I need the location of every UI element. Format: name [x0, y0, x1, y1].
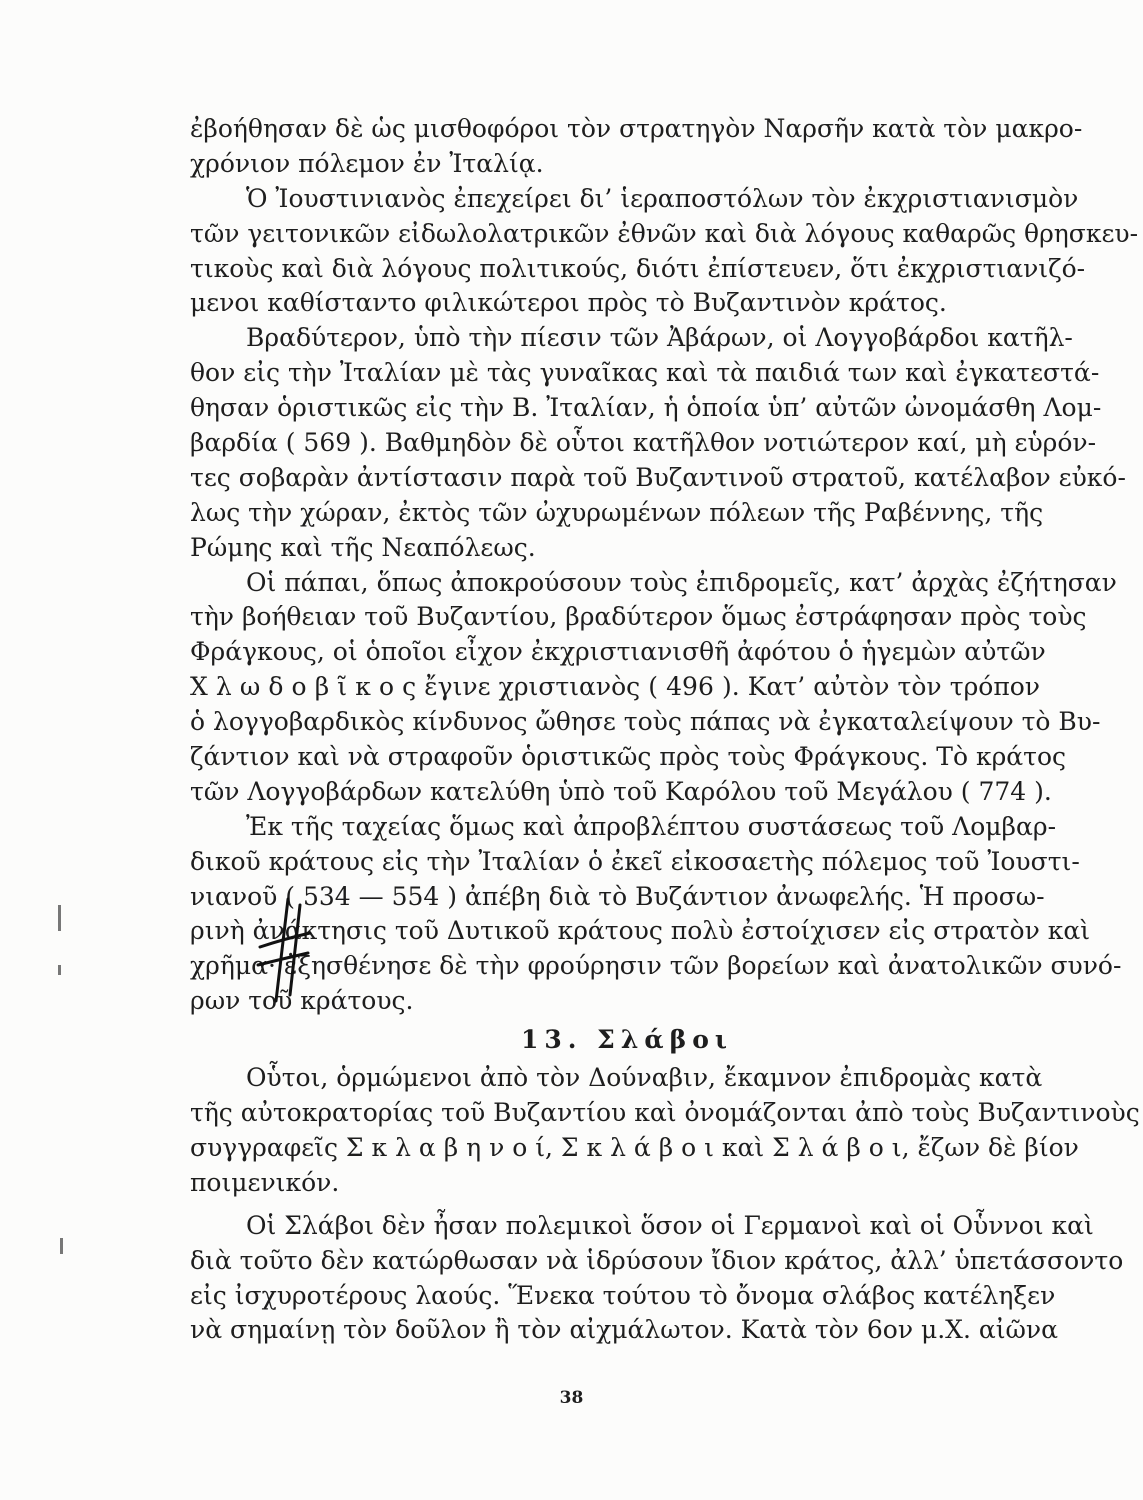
- text-line: ὁ λογγοβαρδικὸς κίνδυνος ὤθησε τοὺς πάπας νὰ ἐγκαταλείψουν τὸ Βυ-: [190, 707, 1101, 737]
- text-line: ρων τοῦ κράτους.: [190, 986, 414, 1016]
- text-line: βαρδία ( 569 ). Βαθμηδὸν δὲ οὗτοι κατῆλθον νοτιώτερον καί, μὴ εὑρόν-: [190, 428, 1097, 458]
- text-line: ἐβοήθησαν δὲ ὡς μισθοφόροι τὸν στρατηγὸν Ναρσῆν κατὰ τὸν μακρο-: [190, 114, 1083, 143]
- text-line: συγγραφεῖς Σ κ λ α β η ν ο ί, Σ κ λ ά β ο ι καὶ Σ λ ά β ο ι, ἔζων δὲ βίον: [190, 1132, 1079, 1162]
- text-line: τες σοβαρὰν ἀντίστασιν παρὰ τοῦ Βυζαντινοῦ στρατοῦ, κατέλαβον εὐκό-: [190, 462, 1126, 492]
- text-block-1: [190, 112, 1139, 1019]
- text-line: ρινὴ ἀνάκτησις τοῦ Δυτικοῦ κράτους πολὺ ἐστοίχισεν εἰς στρατὸν καὶ: [190, 916, 1091, 946]
- text-line: Οἱ πάπαι, ὅπως ἀποκρούσουν τοὺς ἐπιδρομεῖς, κατ’ ἀρχὰς ἐζήτησαν: [246, 567, 1117, 597]
- text-line: μενοι καθίσταντο φιλικώτεροι πρὸς τὸ Βυζαντινὸν κράτος.: [190, 288, 947, 318]
- page-number: 38: [559, 1388, 584, 1408]
- text-line: Φράγκους, οἱ ὁποῖοι εἶχον ἐκχριστιανισθῆ ἀφότου ὁ ἡγεμὼν αὐτῶν: [190, 637, 1046, 667]
- text-line: Οὗτοι, ὁρμώμενοι ἀπὸ τὸν Δούναβιν, ἔκαμνον ἐπιδρομὰς κατὰ: [246, 1063, 1043, 1093]
- text-line: τῶν γειτονικῶν εἰδωλολατρικῶν ἐθνῶν καὶ διὰ λόγους καθαρῶς θρησκευ-: [190, 218, 1139, 248]
- text-line: Ρώμης καὶ τῆς Νεαπόλεως.: [190, 532, 536, 562]
- text-line: νὰ σημαίνῃ τὸν δοῦλον ἢ τὸν αἰχμάλωτον. Κατὰ τὸν 6ον μ.Χ. αἰῶνα: [190, 1315, 1058, 1345]
- text-line: Βραδύτερον, ὑπὸ τὴν πίεσιν τῶν Ἀβάρων, οἱ Λογγοβάρδοι κατῆλ-: [246, 323, 1073, 353]
- margin-speck: [58, 965, 61, 975]
- text-line: Ἐκ τῆς ταχείας ὅμως καὶ ἀπροβλέπτου συστάσεως τοῦ Λομβαρ-: [246, 811, 1057, 841]
- body-text: [190, 112, 1140, 1348]
- text-line: χρόνιον πόλεμον ἐν Ἰταλίᾳ.: [190, 148, 544, 178]
- text-line: νιανοῦ ( 534 — 554 ) ἀπέβη διὰ τὸ Βυζάντιον ἀνωφελής. Ἡ προσω-: [190, 881, 1045, 911]
- text-line: Ὁ Ἰουστινιανὸς ἐπεχείρει δι’ ἱεραποστόλων τὸν ἐκχριστιανισμὸν: [246, 183, 1079, 213]
- text-line: θον εἰς τὴν Ἰταλίαν μὲ τὰς γυναῖκας καὶ τὰ παιδιά των καὶ ἐγκατεστά-: [190, 358, 1100, 388]
- text-line: δικοῦ κράτους εἰς τὴν Ἰταλίαν ὁ ἐκεῖ εἰκοσαετὴς πόλεμος τοῦ Ἰουστι-: [190, 846, 1080, 876]
- text-line: λως τὴν χώραν, ἐκτὸς τῶν ὠχυρωμένων πόλεων τῆς Ραβέννης, τῆς: [190, 497, 1044, 527]
- text-line: τὴν βοήθειαν τοῦ Βυζαντίου, βραδύτερον ὅμως ἐστράφησαν πρὸς τοὺς: [190, 602, 1087, 632]
- text-line: τῶν Λογγοβάρδων κατελύθη ὑπὸ τοῦ Καρόλου τοῦ Μεγάλου ( 774 ).: [190, 776, 1052, 806]
- text-line: χρῆμα· ἐξησθένησε δὲ τὴν φρούρησιν τῶν βορείων καὶ ἀνατολικῶν συνό-: [190, 951, 1122, 981]
- text-line: Οἱ Σλάβοι δὲν ἦσαν πολεμικοὶ ὅσον οἱ Γερμανοὶ καὶ οἱ Οὗννοι καὶ: [246, 1210, 1094, 1240]
- text-line: διὰ τοῦτο δὲν κατώρθωσαν νὰ ἱδρύσουν ἴδιον κράτος, ἀλλ’ ὑπετάσσοντο: [190, 1245, 1124, 1275]
- text-line: Χ λ ω δ ο β ῖ κ ο ς ἔγινε χριστιανὸς ( 496 ). Κατ’ αὐτὸν τὸν τρόπον: [190, 672, 1040, 702]
- text-line: θησαν ὁριστικῶς εἰς τὴν Β. Ἰταλίαν, ἡ ὁποία ὑπ’ αὐτῶν ὠνομάσθη Λομ-: [190, 393, 1102, 423]
- margin-speck: [60, 1238, 63, 1254]
- text-block-2: [190, 1061, 1140, 1201]
- text-line: τικοὺς καὶ διὰ λόγους πολιτικούς, διότι ἐπίστευεν, ὅτι ἐκχριστιανιζό-: [190, 253, 1086, 283]
- text-line: ποιμενικόν.: [190, 1167, 340, 1197]
- section-heading: 13. Σλάβοι: [520, 1025, 733, 1055]
- paragraph-gap: [190, 1201, 1040, 1209]
- text-line: εἰς ἰσχυροτέρους λαούς. Ἕνεκα τούτου τὸ ὄνομα σλάβος κατέληξεν: [190, 1280, 1056, 1310]
- text-line: τῆς αὐτοκρατορίας τοῦ Βυζαντίου καὶ ὀνομάζονται ἀπὸ τοὺς Βυζαντινοὺς: [190, 1098, 1140, 1128]
- text-block-3: [190, 1209, 1124, 1349]
- text-line: ζάντιον καὶ νὰ στραφοῦν ὁριστικῶς πρὸς τοὺς Φράγκους. Τὸ κράτος: [190, 742, 1067, 772]
- margin-speck: [58, 905, 61, 931]
- handwritten-hash-mark: [254, 895, 314, 1005]
